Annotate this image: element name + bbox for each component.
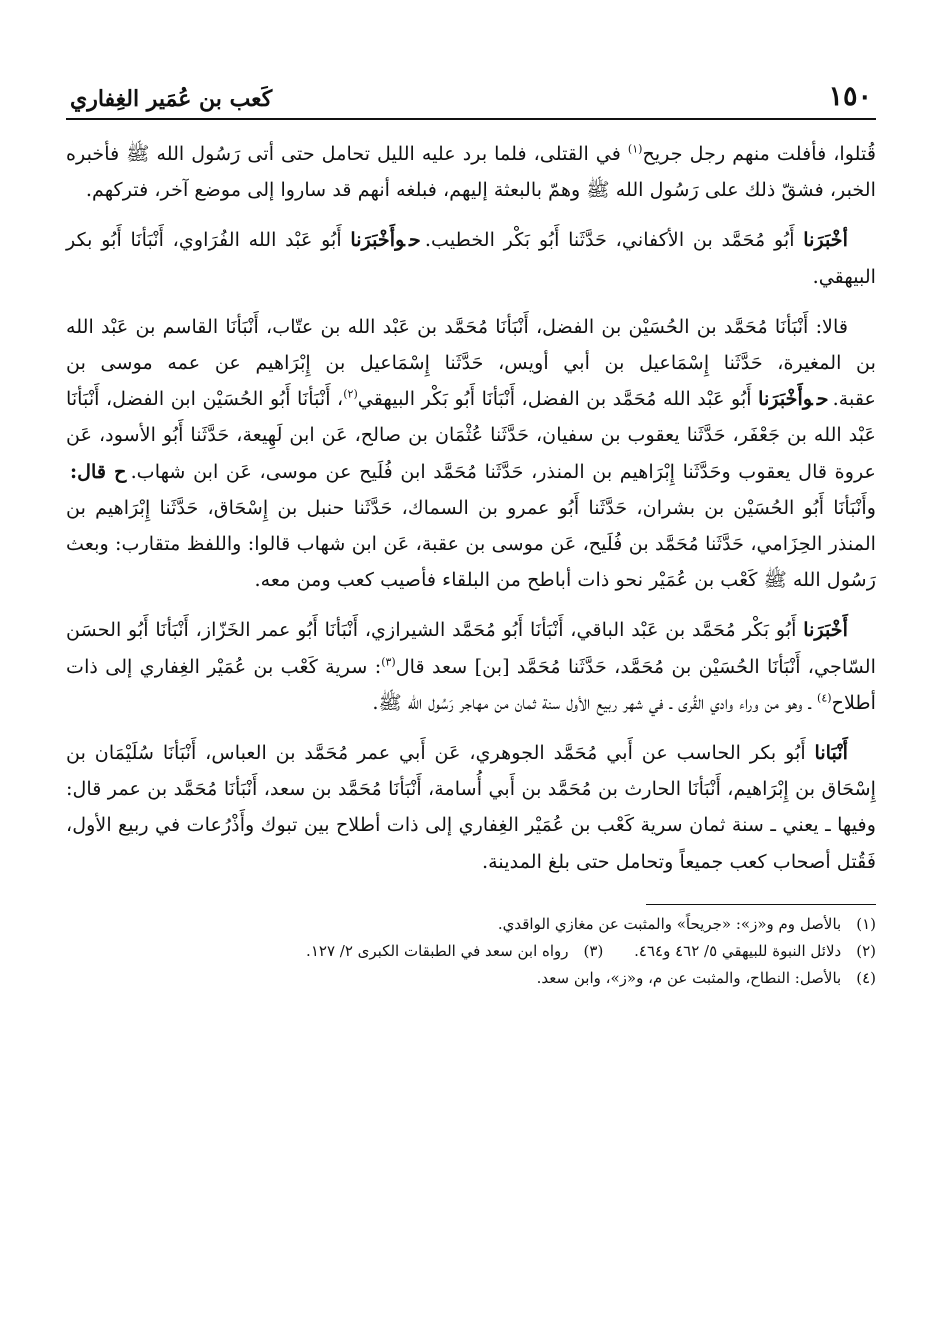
footnote-2 bbox=[629, 942, 876, 960]
isnad-keyword: وأَخْبَرَنا bbox=[350, 228, 406, 252]
paragraph-text: أَبُو عَبْد الله الفُرَاوي، أَنْبَأنَا أَبُو بكر البيهقي. bbox=[66, 228, 876, 288]
isnad-keyword: أخْبَرَنا bbox=[803, 228, 848, 252]
paragraph-text: أَبُو بكر الحاسب عن أَبي مُحَمَّد الجوهري، عَن أَبي عمر مُحَمَّد بن العباس، أَنْبَأنَا سُلَيْمَان بن إِسْحَاق بن إِبْرَاهيم، أَنْبَأنَا الحارث بن مُحَمَّد بن أَبي أُسامة، أَنْبَأنَا مُحَمَّد بن سعد، أَنْبَأنَا مُحَمَّد بن عمر قال: وفيها ـ يعني ـ سنة ثمان سرية كَعْب بن عُمَيْر الغِفاري إلى ذات أطلاح بين تبوك وأَذْرُعات في ربيع الأول، فَقُتل أصحاب كعب جميعاً وتحامل حتى بلغ المدينة. bbox=[66, 741, 876, 873]
tahwil-marker: ح bbox=[816, 387, 829, 411]
footnote-divider bbox=[646, 904, 876, 905]
footnote-text: بالأصل وم و«ز»: «جريحاً» والمثبت عن مغازي الواقدي. bbox=[497, 914, 842, 933]
main-text bbox=[66, 136, 876, 880]
footnote-1 bbox=[66, 911, 876, 938]
paragraph-text: قُتلوا، فأفلت منهم رجل جريح bbox=[642, 142, 876, 165]
paragraph-text: : سرية كَعْب بن عُمَيْر الغِفاري إلى ذات أطلاح bbox=[66, 654, 876, 714]
paragraph-5 bbox=[66, 735, 876, 880]
isnad-keyword: وأَخْبَرَنا bbox=[758, 387, 813, 411]
paragraph-text: قالا: أَنْبَأنَا مُحَمَّد بن الحُسَيْن بن الفضل، أَنْبَأنَا مُحَمَّد بن عَبْد الله بن عتّاب، أَنْبَأنَا القاسم بن عَبْد الله بن المغيرة، حَدَّثَنا إِسْمَاعيل بن أبي أويس، حَدَّثَنا إِسْمَاعيل بن إِبْرَاهيم عن عمه موسى بن عقبة. bbox=[66, 314, 876, 411]
footnote-row bbox=[66, 938, 876, 965]
paragraph-text: في القتلى، فلما برد عليه الليل تحامل حتى أتى رَسُول الله ﷺ فأخبره الخبر، فشقّ ذلك على رَسُول الله ﷺ وهمّ بالبعثة إليهم، فبلغه أنهم قد ساروا إلى موضع آخر، فتركهم. bbox=[66, 142, 876, 202]
footnote-number: (٣) bbox=[583, 941, 604, 960]
paragraph-text: أَبُو بَكْر مُحَمَّد بن عَبْد الباقي، أَنْبَأنَا أَبُو مُحَمَّد الشيرازي، أَنْبَأنَا أَبُو عمر الخَزّاز، أَنْبَأنَا أَبُو الحسَن السّاجي، أَنْبَأنَا الحُسَيْن بن مُحَمَّد، حَدَّثَنا مُحَمَّد [بن] سعد قال bbox=[66, 618, 876, 678]
footnote-text: رواه ابن سعد في الطبقات الكبرى ٢/ ١٢٧. bbox=[306, 941, 569, 960]
footnote-ref: (٢) bbox=[343, 387, 358, 401]
running-title: كَعب بن عُمَير الغِفاري bbox=[70, 86, 273, 112]
paragraph-1 bbox=[66, 136, 876, 208]
footnote-number: (٢) bbox=[856, 941, 876, 960]
footnote-text: بالأصل: النطاح، والمثبت عن م، و«ز»، وابن سعد. bbox=[536, 968, 842, 987]
footnote-3 bbox=[306, 938, 603, 965]
paragraph-text: ـ وهو من وراء وادي القُرى ـ في شهر ربيع الأول سنة ثمان من مهاجر رَسُول الله ﷺ. bbox=[372, 690, 818, 714]
paragraph-text: أَبُو عَبْد الله مُحَمَّد بن الفضل، أَنْبَأنَا أَبُو بَكْر البيهقي bbox=[357, 387, 759, 411]
paragraph-text: وأَنْبَأنَا أَبُو الحُسَيْن بن بشران، حَدَّثَنا أَبُو عمرو بن السماك، حَدَّثَنا حنبل بن إِسْحَاق، حَدَّثَنا إِبْرَاهيم بن المنذر الحِزَامي، حَدَّثَنا مُحَمَّد بن فُلَيح، عَن موسى بن عقبة، عَن ابن شهاب قالوا: واللفظ متقارب: وبعث رَسُول الله ﷺ كَعْب بن عُمَيْر نحو ذات أباطح من البلقاء فأصيب كعب ومن معه. bbox=[66, 495, 876, 592]
page-number: ١٥٠ bbox=[828, 81, 872, 112]
running-header bbox=[66, 68, 876, 120]
paragraph-3 bbox=[66, 309, 876, 599]
footnote-4 bbox=[66, 965, 876, 992]
tahwil-marker: ح bbox=[409, 228, 421, 252]
footnotes bbox=[66, 911, 876, 992]
tahwil-marker: ح قال: bbox=[70, 459, 127, 483]
paragraph-text: ، أَنْبَأنَا أَبُو الحُسَيْن ابن الفضل، أَنْبَأنَا عَبْد الله بن جَعْفَر، حَدَّثَنا يعقوب بن سفيان، حَدَّثَنا عُثْمَان بن صالح، عَن ابن لَهِيعة، حَدَّثَنا أَبُو الأسود، عَن عروة قال يعقوب وحَدَّثَنا إِبْرَاهيم بن المنذر، حَدَّثَنا مُحَمَّد ابن فُلَيح عن موسى، عَن ابن شهاب. bbox=[66, 387, 877, 483]
paragraph-4 bbox=[66, 612, 876, 721]
book-page bbox=[66, 68, 876, 992]
isnad-keyword: أَنْبَانا bbox=[814, 741, 848, 765]
paragraph-text: أَبُو مُحَمَّد بن الأكفاني، حَدَّثَنا أَبُو بَكْر الخطيب. bbox=[424, 228, 804, 252]
footnote-ref: (١) bbox=[627, 142, 643, 156]
footnote-text: دلائل النبوة للبيهقي ٥/ ٤٦٢ و٤٦٤. bbox=[634, 941, 842, 960]
isnad-keyword: أَخْبَرَنا bbox=[803, 618, 848, 642]
footnote-number: (٤) bbox=[856, 968, 876, 987]
footnote-ref: (٤) bbox=[817, 691, 832, 705]
footnote-ref: (٣) bbox=[381, 655, 396, 669]
footnote-number: (١) bbox=[856, 914, 876, 933]
paragraph-2 bbox=[66, 222, 876, 294]
